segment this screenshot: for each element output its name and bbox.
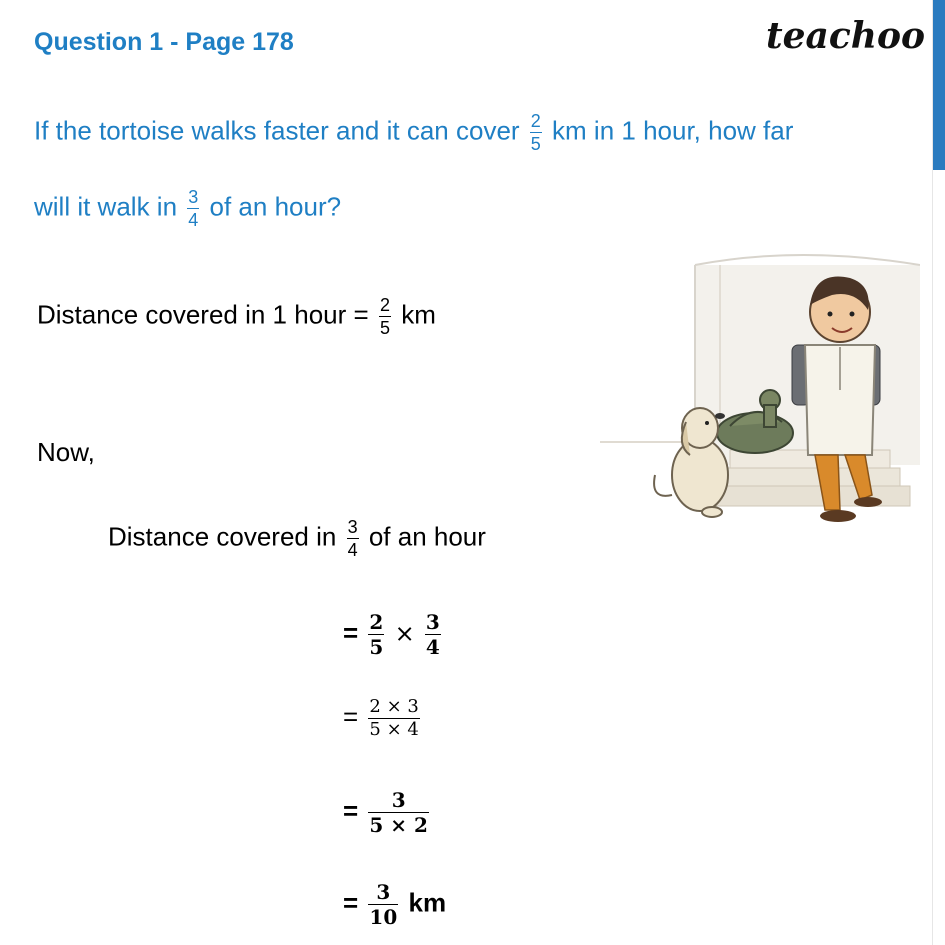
fraction-denominator: 4: [347, 540, 358, 560]
fraction-numerator: 2: [369, 610, 384, 634]
solution-step-1: [37, 296, 436, 337]
fraction-numerator: 3: [391, 788, 406, 812]
solution-text: of an hour: [368, 521, 486, 552]
fraction-denominator: 10: [369, 905, 398, 929]
boy-dog-tortoise-illustration: [600, 250, 920, 530]
question-line-1: [34, 112, 793, 153]
equation-step-1: [343, 612, 444, 657]
solution-text: Distance covered in: [108, 521, 337, 552]
fraction-numerator: 3: [376, 880, 391, 904]
unit-label: km: [408, 887, 447, 918]
fraction-denominator: 4: [425, 635, 440, 659]
fraction-numerator: 2 × 3: [369, 696, 419, 717]
fraction-denominator: 5: [379, 318, 390, 338]
fraction-denominator: 4: [188, 210, 199, 230]
equals-sign: =: [343, 795, 359, 826]
fraction-denominator: 5 × 4: [369, 719, 419, 740]
question-text: If the tortoise walks faster and it can cover: [34, 115, 520, 146]
question-text: will it walk in: [34, 191, 178, 222]
fraction-three-quarters: [187, 188, 199, 229]
equals-sign: =: [343, 887, 359, 918]
fraction-two-fifths: [530, 112, 542, 153]
fraction-simplified: [368, 790, 429, 835]
question-line-2: [34, 188, 341, 229]
fraction-denominator: 5 × 2: [369, 813, 428, 837]
fraction-numerator: 2: [379, 295, 390, 315]
fraction-numerator: 2: [530, 111, 541, 131]
fraction-numerator: 3: [347, 517, 358, 537]
fraction-denominator: 5: [530, 134, 541, 154]
fraction-two-fifths: [368, 612, 384, 657]
solution-text: Distance covered in 1 hour =: [37, 299, 369, 330]
fraction-numerator: 3: [188, 187, 199, 207]
equation-step-2: [343, 698, 423, 739]
unit-label: km: [401, 299, 436, 330]
fraction-product: [368, 698, 419, 739]
equation-final-answer: [343, 882, 446, 927]
fraction-two-fifths: [379, 296, 391, 337]
page-title: Question 1 - Page 178: [34, 28, 294, 56]
fraction-three-quarters: [347, 518, 359, 559]
equals-sign: =: [343, 617, 359, 648]
teachoo-logo: teachoo: [766, 15, 925, 57]
equals-sign: =: [343, 701, 359, 732]
now-label: Now,: [37, 437, 95, 467]
equation-step-3: [343, 790, 432, 835]
question-text: km in 1 hour, how far: [552, 115, 794, 146]
fraction-numerator: 3: [425, 610, 440, 634]
fraction-three-tenths: [368, 882, 398, 927]
fraction-denominator: 5: [369, 635, 384, 659]
scrollbar-thumb[interactable]: [933, 0, 945, 170]
fraction-three-quarters: [425, 612, 441, 657]
solution-step-2: [108, 518, 486, 559]
question-text: of an hour?: [209, 191, 342, 222]
times-sign: ×: [394, 619, 415, 648]
